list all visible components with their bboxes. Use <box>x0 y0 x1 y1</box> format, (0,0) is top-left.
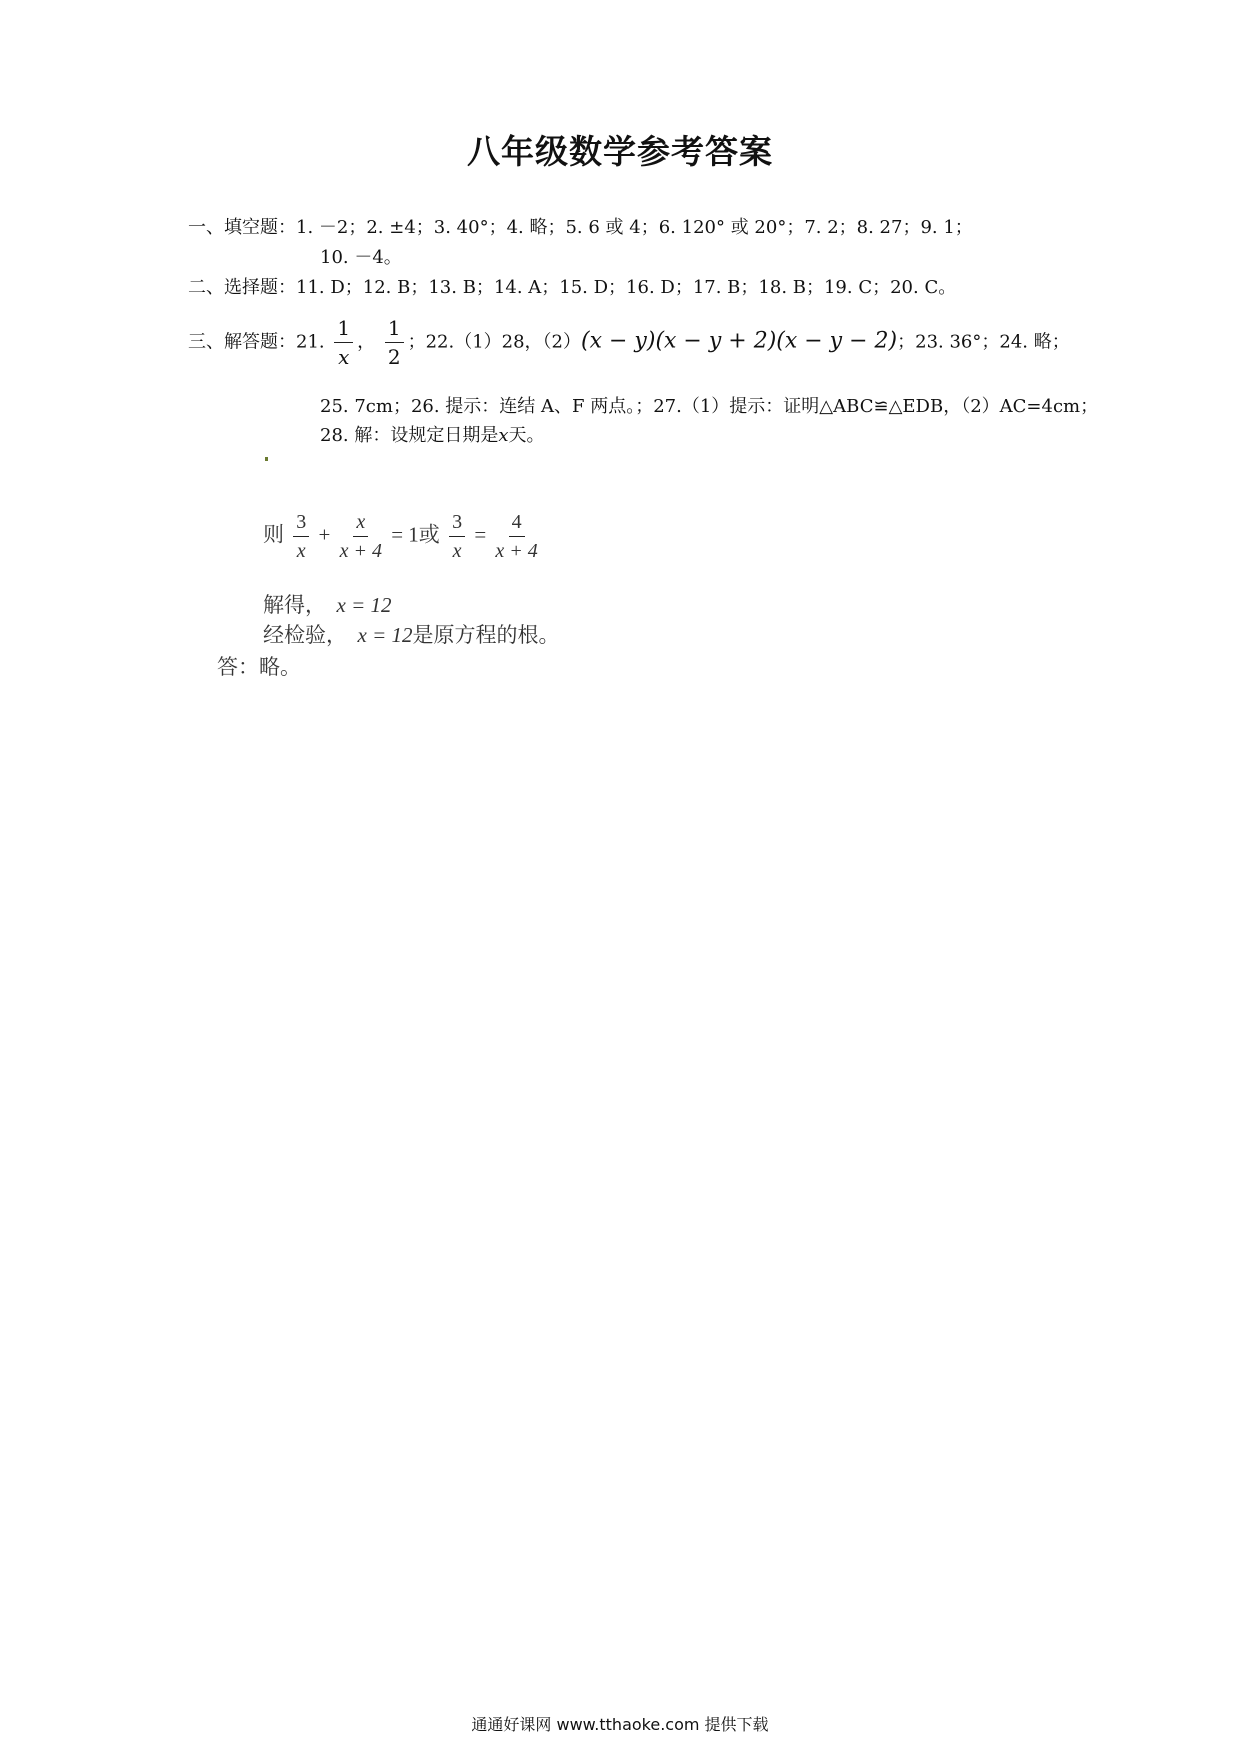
final-answer: 答：略。 <box>217 655 301 679</box>
page-title: 八年级数学参考答案 <box>467 132 773 171</box>
section-label: 一、填空题： <box>188 217 296 238</box>
answers-line-25-27: 25. 7cm；26. 提示：连结 A、F 两点。；27.（1）提示：证明△ABC≌△EDB，（2）AC=4cm； <box>320 396 1099 417</box>
answer-text: 天。 <box>508 425 545 446</box>
check-label: 经检验， <box>263 623 347 647</box>
numerator: 4 <box>509 512 525 537</box>
factored-expression: (x − y)(x − y + 2)(x − y − 2) <box>581 328 898 354</box>
fraction-1-over-x <box>334 318 353 367</box>
fraction-4-over-x-plus-4 <box>495 512 537 561</box>
answer-text: ；23. 36°；24. 略； <box>897 331 1070 353</box>
denominator: x + 4 <box>339 540 382 562</box>
denominator: x <box>296 540 306 562</box>
answer-text: 28. 解：设规定日期是 <box>320 425 499 446</box>
fraction-3-over-x <box>293 512 309 561</box>
question-number: 21. <box>296 331 325 353</box>
separator: ， <box>357 331 376 353</box>
footer-source: 通通好课网 www.tthaoke.com 提供下载 <box>471 1715 769 1734</box>
answer-text: ；22.（1）28，（2） <box>407 331 582 353</box>
section-solutions <box>188 318 1070 367</box>
solved-line <box>263 589 392 619</box>
denominator: x + 4 <box>495 540 538 562</box>
solution-value: x = 12 <box>357 623 413 647</box>
numerator: 1 <box>334 318 353 343</box>
answers-line: 11. D；12. B；13. B；14. A；15. D；16. D；17. B；18. B；19. C；20. C。 <box>296 277 957 298</box>
denominator: x <box>452 540 462 562</box>
numerator: 3 <box>449 512 465 537</box>
fraction-1-over-2 <box>385 318 404 367</box>
fraction-x-over-x-plus-4 <box>340 512 382 561</box>
root-statement: 是原方程的根。 <box>412 623 560 647</box>
section-fill-in <box>188 213 973 239</box>
denominator: x <box>338 345 350 369</box>
fraction-3-over-x <box>449 512 465 561</box>
section-label: 三、解答题： <box>188 331 296 353</box>
section-choice <box>188 273 956 299</box>
plus-sign: + <box>318 522 331 547</box>
solve-label: 解得， <box>263 593 326 617</box>
variable: x <box>498 425 509 446</box>
denominator: 2 <box>387 345 401 369</box>
answer-28-setup <box>320 421 545 447</box>
equation-line <box>263 512 542 561</box>
answers-line: 1. －2；2. ±4；3. 40°；4. 略；5. 6 或 4；6. 120° 或 20°；7. 2；8. 27；9. 1； <box>296 217 973 238</box>
equals-sign: = <box>474 522 487 547</box>
check-line <box>263 619 560 649</box>
equals-one-or: = 1或 <box>391 522 440 547</box>
word-then: 则 <box>263 522 284 547</box>
solution-value: x = 12 <box>336 593 392 617</box>
numerator: 3 <box>293 512 309 537</box>
numerator: 1 <box>385 318 404 343</box>
answers-line-2: 10. －4。 <box>320 247 402 268</box>
numerator: x <box>353 512 368 537</box>
stray-mark <box>265 457 268 461</box>
section-label: 二、选择题： <box>188 277 296 298</box>
